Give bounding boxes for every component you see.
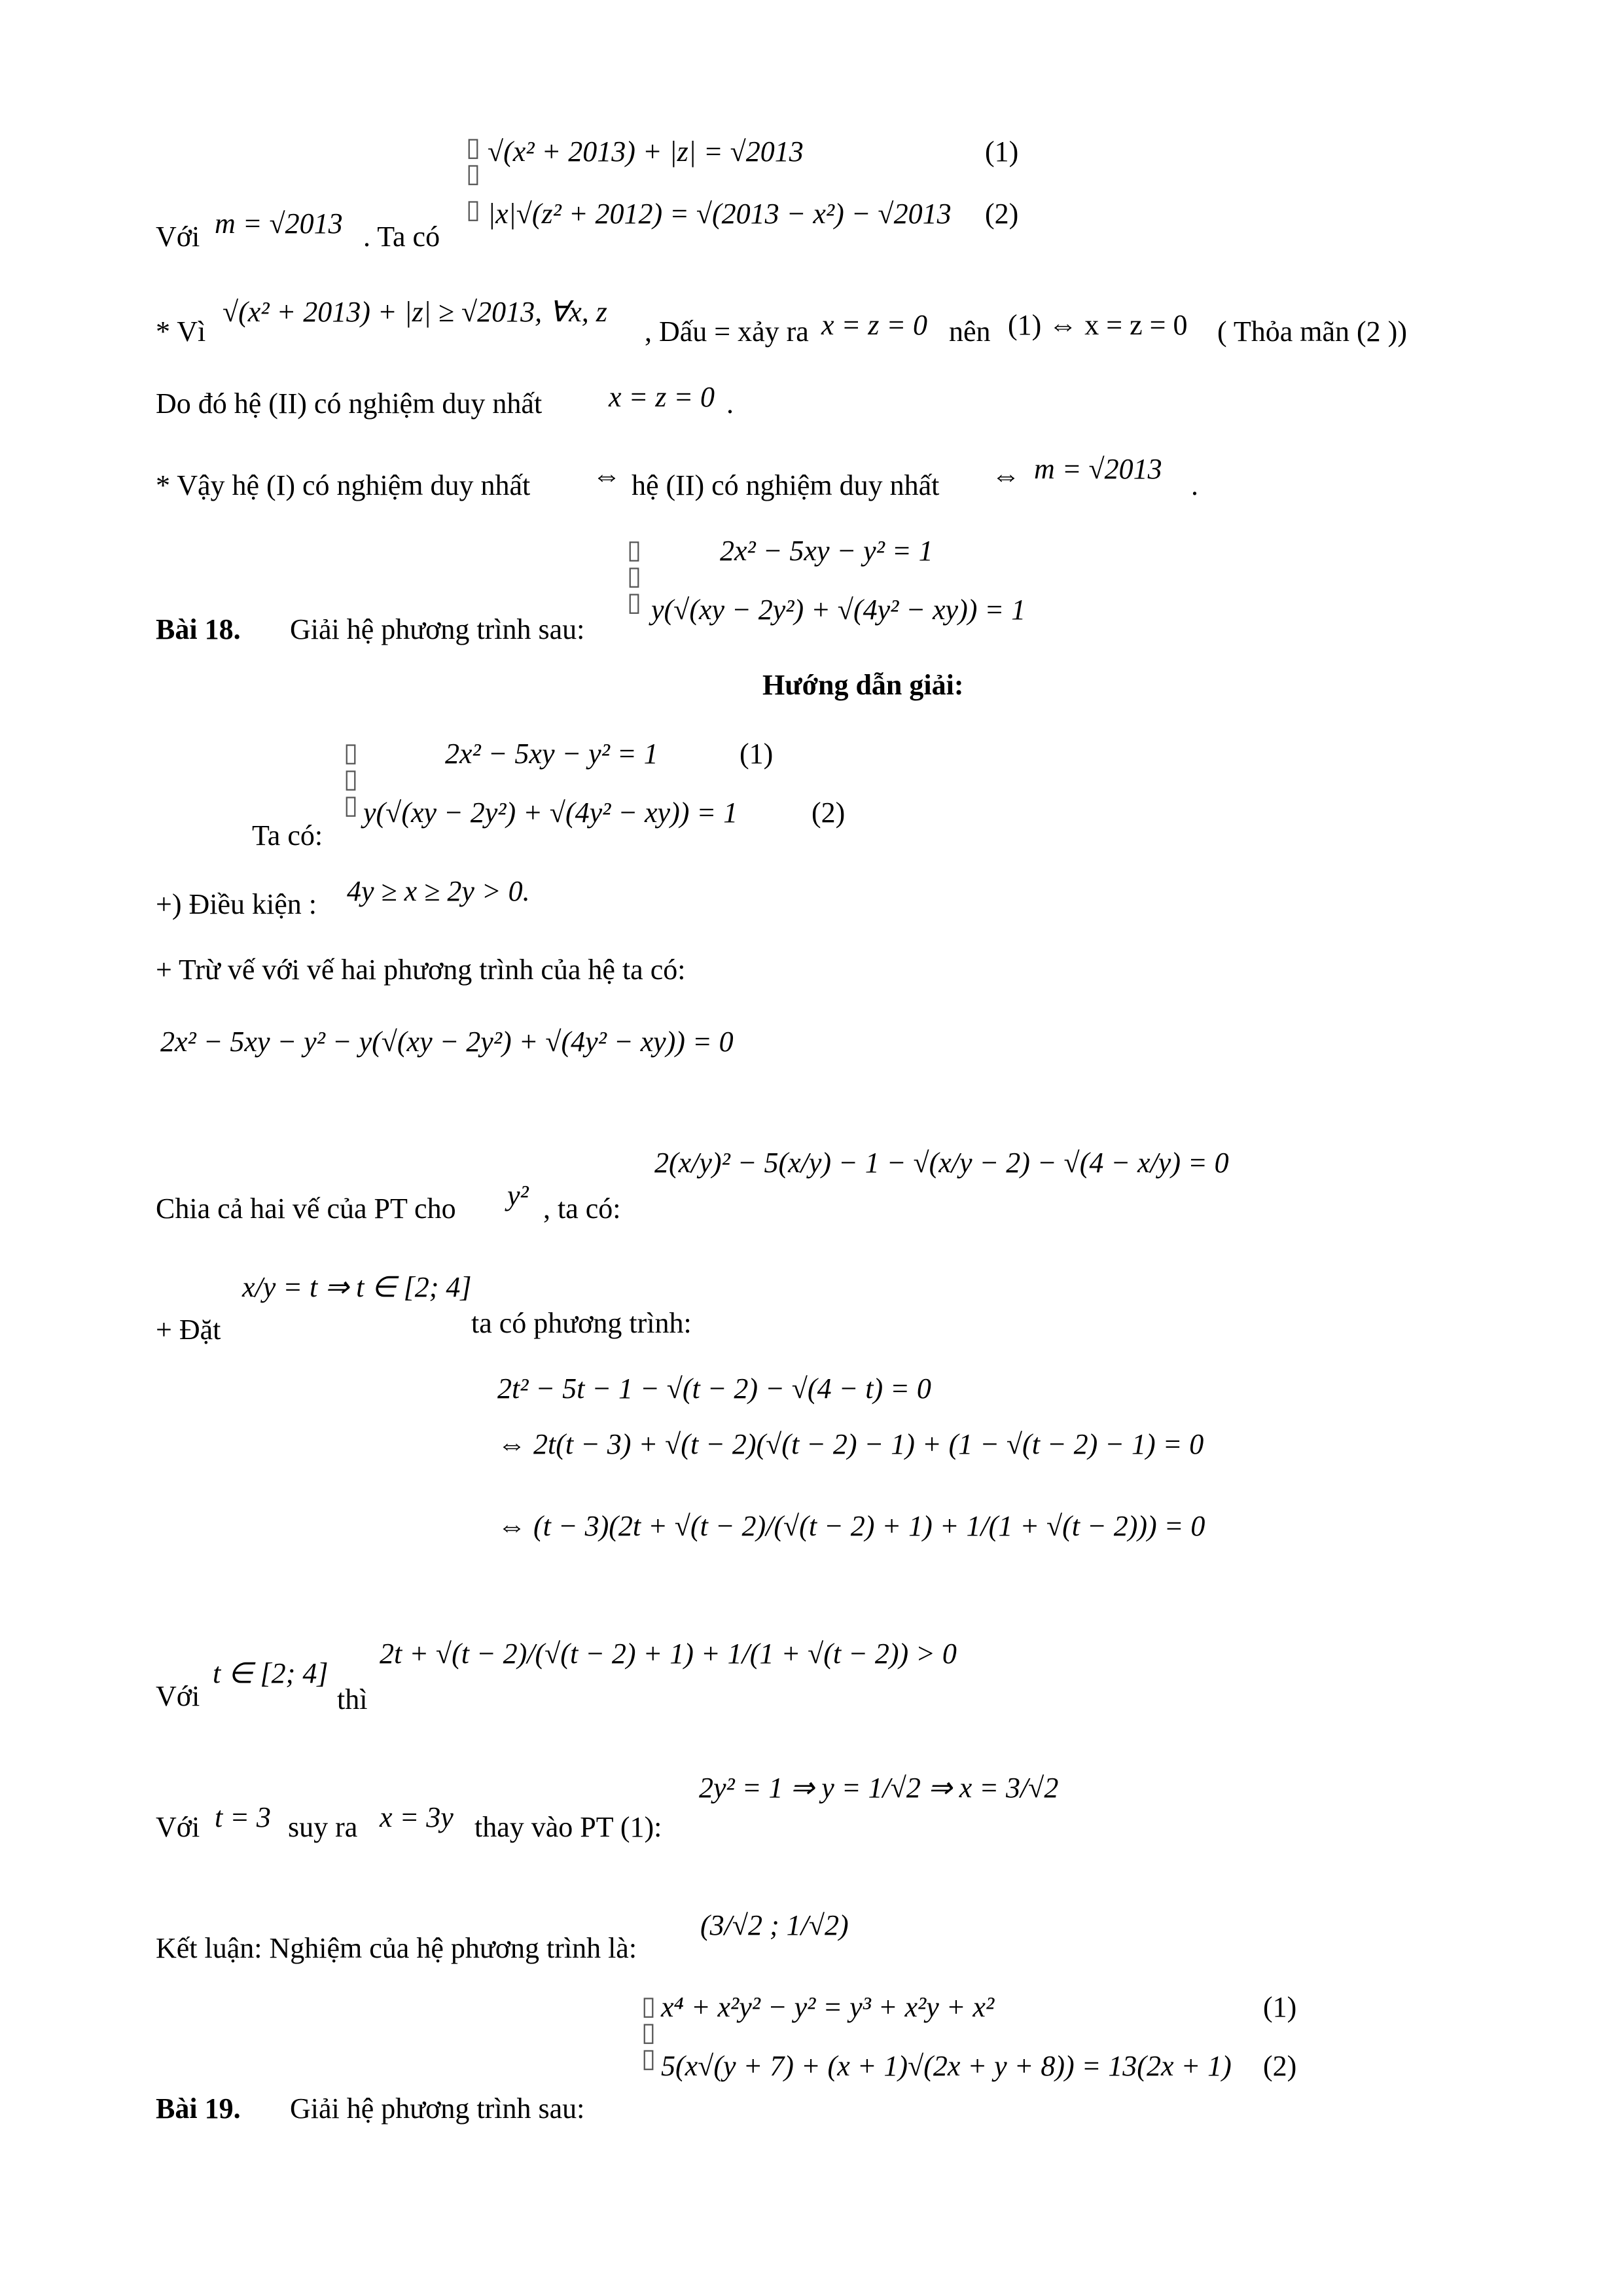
- intro-eq1-number: (1): [985, 135, 1019, 168]
- bai18-system-eq1: 2x² − 5xy − y² = 1: [720, 535, 933, 567]
- bai19-prompt: Giải hệ phương trình sau:: [290, 2092, 585, 2125]
- divide-end: , ta có:: [543, 1193, 621, 1225]
- subtract-text: + Trừ vế với vế hai phương trình của hệ ta có:: [156, 954, 686, 986]
- ta-co-label: Ta có:: [252, 819, 323, 852]
- since-prefix: * Vì: [156, 315, 206, 348]
- bai18-eq1: 2x² − 5xy − y² = 1: [445, 738, 658, 770]
- step-2: ⇔ 2t(t − 3) + √(t − 2)(√(t − 2) − 1) + (1 − √(t − 2) − 1) = 0: [497, 1428, 1204, 1460]
- so-word: nên: [949, 315, 991, 348]
- equality-expr: x = z = 0: [821, 309, 928, 341]
- hence-expr: x = z = 0: [609, 381, 715, 413]
- t3-substitute: thay vào PT (1):: [474, 1811, 662, 1843]
- intro-eq2-number: (2): [985, 198, 1019, 230]
- conclude-iff-1: ⇔: [592, 459, 621, 492]
- divide-expr: 2(x/y)² − 5(x/y) − 1 − √(x/y − 2) − √(4 − x/y) = 0: [654, 1147, 1229, 1179]
- brace-glyph: ▯ ▯ ▯: [641, 1991, 656, 2073]
- conclude-text-1: * Vậy hệ (I) có nghiệm duy nhất: [156, 469, 531, 501]
- t3-expr: t = 3: [215, 1801, 271, 1833]
- conclusion-expr: (3/√2 ; 1/√2): [700, 1909, 849, 1941]
- satisfy-note: ( Thỏa mãn (2 )): [1217, 315, 1407, 348]
- bai19-eq2: 5(x√(y + 7) + (x + 1)√(2x + y + 8)) = 13(2x + 1): [661, 2050, 1232, 2082]
- we-have-text: . Ta có: [363, 221, 440, 253]
- bai18-eq1-number: (1): [740, 738, 774, 770]
- with-m-prefix: Với: [156, 221, 200, 253]
- so-expr: (1) ⇔ x = z = 0: [1008, 309, 1188, 341]
- conclude-end: .: [1191, 469, 1198, 501]
- brace-glyph: ▯ ▯ ▯: [344, 738, 359, 819]
- step-1: 2t² − 5t − 1 − √(t − 2) − √(4 − t) = 0: [497, 1372, 931, 1405]
- intro-eq1: √(x² + 2013) + |z| = √2013: [488, 135, 804, 168]
- guide-title: Hướng dẫn giải:: [762, 669, 964, 701]
- bai19-eq1: x⁴ + x²y² − y² = y³ + x²y + x²: [661, 1991, 995, 2023]
- subtract-expr: 2x² − 5xy − y² − y(√(xy − 2y²) + √(4y² − xy)) = 0: [160, 1026, 734, 1058]
- equality-text: , Dấu = xảy ra: [645, 315, 809, 348]
- bai18-prompt: Giải hệ phương trình sau:: [290, 613, 585, 645]
- t3-mid: suy ra: [288, 1811, 358, 1843]
- conclude-iff-2: ⇔: [991, 459, 1020, 492]
- t3-relation: x = 3y: [380, 1801, 454, 1833]
- hence-text: Do đó hệ (II) có nghiệm duy nhất: [156, 387, 543, 420]
- hence-end: .: [726, 387, 734, 420]
- positive-expr: 2t + √(t − 2)/(√(t − 2) + 1) + 1/(1 + √(t − 2)) > 0: [380, 1638, 957, 1670]
- t3-prefix: Với: [156, 1811, 200, 1843]
- since-expr: √(x² + 2013) + |z| ≥ √2013, ∀x, z: [223, 296, 607, 328]
- t3-result: 2y² = 1 ⇒ y = 1/√2 ⇒ x = 3/√2: [699, 1772, 1059, 1804]
- set-tail: ta có phương trình:: [471, 1307, 692, 1339]
- set-expr: x/y = t ⇒ t ∈ [2; 4]: [242, 1271, 472, 1303]
- set-label: + Đặt: [156, 1314, 221, 1346]
- conclude-expr: m = √2013: [1034, 453, 1162, 485]
- bai18-label: Bài 18.: [156, 613, 241, 645]
- divide-var: y²: [507, 1179, 529, 1211]
- brace-glyph: ▯ ▯: [466, 132, 481, 188]
- with-t-range: t ∈ [2; 4]: [213, 1657, 329, 1689]
- condition-expr: 4y ≥ x ≥ 2y > 0.: [347, 875, 530, 907]
- bai19-eq2-number: (2): [1263, 2050, 1297, 2082]
- bai19-eq1-number: (1): [1263, 1991, 1297, 2023]
- with-m-value: m = √2013: [215, 207, 343, 240]
- bai18-eq2: y(√(xy − 2y²) + √(4y² − xy)) = 1: [363, 797, 738, 829]
- conclude-text-2: hệ (II) có nghiệm duy nhất: [632, 469, 940, 501]
- bai18-eq2-number: (2): [812, 797, 846, 829]
- bai18-system-eq2: y(√(xy − 2y²) + √(4y² − xy)) = 1: [651, 594, 1026, 626]
- with-t-prefix: Với: [156, 1680, 200, 1712]
- conclusion-text: Kết luận: Nghiệm của hệ phương trình là:: [156, 1932, 637, 1964]
- with-t-then: thì: [337, 1683, 368, 1715]
- bai19-label: Bài 19.: [156, 2092, 241, 2125]
- intro-eq2: |x|√(z² + 2012) = √(2013 − x²) − √2013: [488, 198, 952, 230]
- step-3: ⇔ (t − 3)(2t + √(t − 2)/(√(t − 2) + 1) + 1/(1 + √(t − 2))) = 0: [497, 1510, 1205, 1542]
- brace-glyph: ▯ ▯ ▯: [627, 535, 642, 617]
- divide-text: Chia cả hai vế của PT cho: [156, 1193, 456, 1225]
- condition-label: +) Điều kiện :: [156, 888, 317, 920]
- brace-glyph: ▯: [466, 194, 481, 224]
